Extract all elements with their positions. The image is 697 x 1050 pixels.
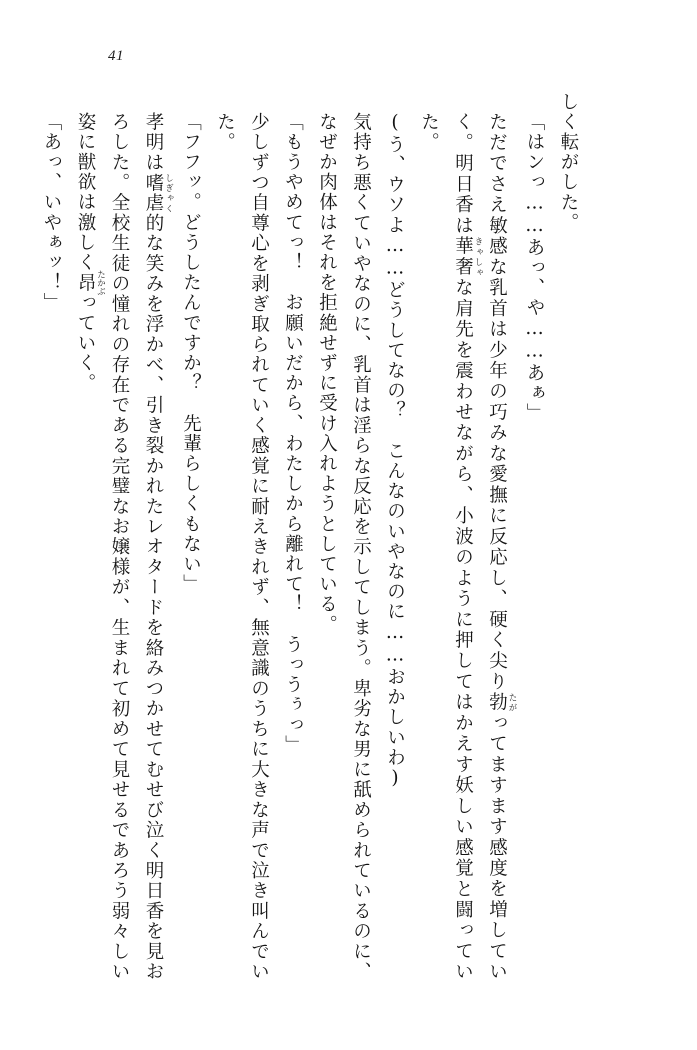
paragraph: (う、ウソよ……どうしてなの？ こんなのいやなのに……おかしいわ) bbox=[384, 112, 406, 791]
paragraph: しく転がした。 bbox=[558, 92, 579, 233]
page-number: 41 bbox=[108, 48, 124, 64]
paragraph: 「はンっ……あっ、や……あぁ」 bbox=[524, 112, 545, 424]
paragraph: 孝明は嗜虐 しぎゃく的な笑みを浮かべ、引き裂かれたレオタードを絡みつかせてむせび泣く明日香を見おろした。全校生徒の憧れの存在である完璧なお嬢様が、生まれて初めて見せるであろう弱々しい姿に獣欲は激しく昂 たかぶっていく。 bbox=[75, 112, 174, 982]
paragraph: 少しずつ自尊心を剥ぎ取られていく感覚に耐えきれず、無意識のうちに大きな声で泣き叫んでいた。 bbox=[214, 112, 270, 982]
paragraph: 「もうやめてっ！ お願いだから、わたしから離れて！ うっうぅっ」 bbox=[282, 112, 304, 756]
paragraph: 「フフッ。どうしたんですか？ 先輩らしくもない」 bbox=[180, 112, 202, 595]
paragraph: 気持ち悪くていやなのに、乳首は淫らな反応を示してしまう。卑劣な男に舐められているのに、なぜか肉体はそれを拒絶せずに受け入れようとしている。 bbox=[316, 112, 372, 982]
paragraph: 「あっ、いやぁッ！」 bbox=[41, 112, 62, 313]
paragraph: ただでさえ敏感な乳首は少年の巧みな愛撫に反応し、硬く尖り勃 たがってますます感度を増していく。明日香は華奢 きゃしゃな肩先を震わせながら、小波のように押してはかえす妖しい感覚と闘っていた。 bbox=[418, 112, 517, 982]
page-body-text bbox=[41, 92, 585, 982]
